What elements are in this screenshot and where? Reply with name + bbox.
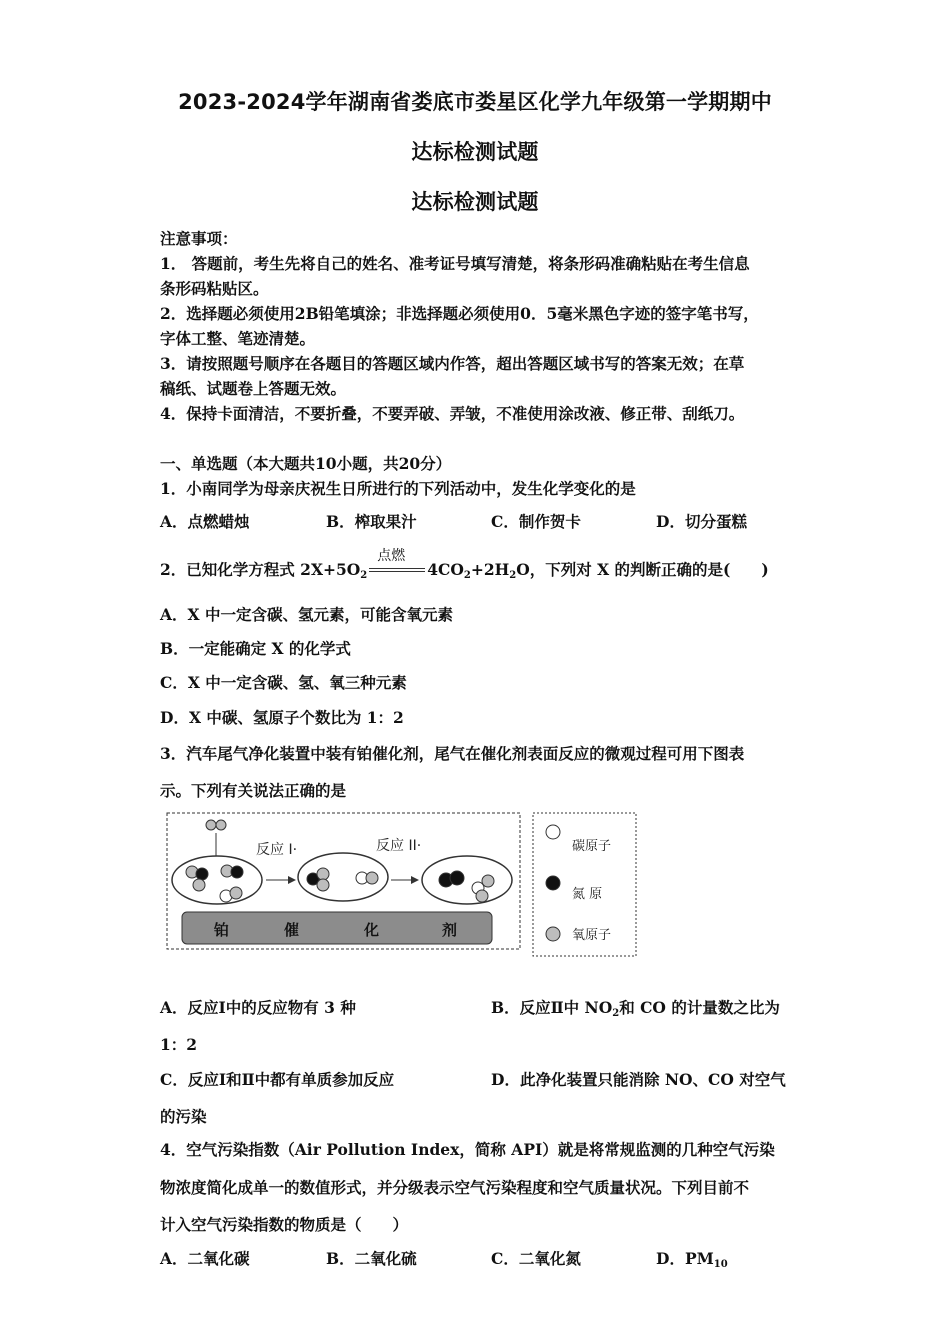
q4-option-b: B．二氧化硫: [326, 1249, 417, 1268]
q2-stem-h: +2H: [470, 560, 510, 579]
q3-stem-line1: 3．汽车尾气净化装置中装有铂催化剂，尾气在催化剂表面反应的微观过程可用下图表: [160, 744, 745, 763]
catalyst-char: 铂: [214, 921, 230, 939]
legend-carbon-atom: [546, 825, 560, 839]
catalyst-char: 催: [284, 921, 300, 939]
notice-item: 稿纸、试题卷上答题无效。: [160, 379, 347, 398]
atom-oxygen: [206, 820, 216, 830]
atom-nitrogen: [231, 866, 243, 878]
notice-item: 2．选择题必须使用2B铅笔填涂；非选择题必须使用0．5毫米黑色字迹的签字笔书写，: [160, 304, 759, 323]
q4-stem-line2: 物浓度简化成单一的数值形式，并分级表示空气污染程度和空气质量状况。下列目前不: [160, 1178, 750, 1197]
q3-option-a: A．反应Ⅰ中的反应物有 3 种: [160, 998, 356, 1017]
q3-option-d: D．此净化装置只能消除 NO、CO 对空气: [491, 1070, 786, 1089]
legend-carbon-label: 碳原子: [572, 839, 612, 854]
q4-option-d-sub: 10: [713, 1259, 728, 1270]
q3-stem-line2: 示。下列有关说法正确的是: [160, 781, 347, 800]
notice-item: 字体工整、笔迹清楚。: [160, 329, 316, 348]
legend-nitrogen-atom: [546, 876, 560, 890]
q4-stem-line3: 计入空气污染指数的物质是（ ）: [160, 1215, 409, 1234]
q3-option-b: [491, 996, 780, 1019]
q4-option-a: A．二氧化碳: [160, 1249, 250, 1268]
q3-option-b-sub: 2: [612, 1008, 620, 1019]
q2-option-d: D．X 中碳、氢原子个数比为 1：2: [160, 708, 404, 727]
q2-sub-o2: 2: [360, 570, 368, 581]
section-heading: 一、单选题（本大题共10小题，共20分）: [160, 454, 452, 473]
q2-stem: [160, 548, 800, 581]
notice-item: 1． 答题前，考生先将自己的姓名、准考证号填写清楚，将条形码准确粘贴在考生信息: [160, 254, 750, 273]
q4-option-d: [656, 1247, 728, 1270]
molecule-ellipse-1: [172, 856, 262, 904]
q2-stem-suffix: O，下列对 X 的判断正确的是( ): [516, 560, 769, 579]
atom-nitrogen: [196, 868, 208, 880]
q2-sub-h2: 2: [509, 570, 517, 581]
atom-oxygen: [366, 872, 378, 884]
condition-label: 点燃: [377, 548, 406, 564]
q2-stem-co: 4CO: [427, 560, 464, 579]
reaction-1-label: 反应 I·: [256, 842, 298, 858]
atom-oxygen: [230, 887, 242, 899]
q4-option-c: C．二氧化氮: [491, 1249, 581, 1268]
q2-stem-prefix: 2．已知化学方程式 2X+5O: [160, 560, 361, 579]
equal-line-top: [369, 568, 425, 569]
q3-option-b-continuation: 1：2: [160, 1035, 198, 1054]
q4-option-d-pre: D．PM: [656, 1249, 714, 1268]
q1-option-c: C．制作贺卡: [491, 512, 581, 531]
atom-oxygen: [193, 879, 205, 891]
notice-item: 3．请按照题号顺序在各题目的答题区域内作答，超出答题区域书写的答案无效；在草: [160, 354, 745, 373]
catalyst-char: 剂: [442, 921, 458, 939]
reaction-2-label: 反应 II·: [376, 838, 422, 854]
q1-option-b: B．榨取果汁: [326, 512, 417, 531]
legend-oxygen-label: 氧原子: [572, 928, 612, 943]
legend-oxygen-atom: [546, 927, 560, 941]
q4-stem-line1: 4．空气污染指数（Air Pollution Index，简称 API）就是将常规监测的几种空气污染: [160, 1140, 775, 1159]
doc-title-line1: 2023-2024学年湖南省娄底市娄星区化学九年级第一学期期中: [178, 90, 772, 114]
q2-option-a: A．X 中一定含碳、氢元素，可能含氧元素: [160, 605, 453, 624]
atom-oxygen: [482, 875, 494, 887]
atom-nitrogen: [450, 871, 464, 885]
q3-option-c: C．反应Ⅰ和Ⅱ中都有单质参加反应: [160, 1070, 395, 1089]
legend-nitrogen-label: 氮 原: [572, 887, 603, 902]
equal-line-bottom: [369, 571, 425, 572]
molecule-ellipse-3: [422, 856, 512, 904]
q1-option-d: D．切分蛋糕: [656, 512, 747, 531]
catalyst-char: 化: [364, 921, 380, 939]
q3-option-b-post: 和 CO 的计量数之比为: [619, 998, 780, 1017]
q1-option-a: A．点燃蜡烛: [160, 512, 250, 531]
q3-option-d-continuation: 的污染: [160, 1107, 207, 1126]
doc-title-line3: 达标检测试题: [411, 190, 539, 214]
catalyst-reaction-diagram: [166, 812, 638, 958]
reaction-condition: [369, 548, 425, 577]
atom-oxygen: [317, 868, 329, 880]
q2-option-c: C．X 中一定含碳、氢、氧三种元素: [160, 673, 407, 692]
atom-oxygen: [317, 879, 329, 891]
arrow-right-2-head: [411, 876, 419, 884]
notice-item: 4．保持卡面清洁，不要折叠，不要弄破、弄皱，不准使用涂改液、修正带、刮纸刀。: [160, 404, 745, 423]
q1-stem: 1．小南同学为母亲庆祝生日所进行的下列活动中，发生化学变化的是: [160, 479, 636, 498]
notice-heading: 注意事项：: [160, 229, 238, 248]
q2-option-b: B．一定能确定 X 的化学式: [160, 639, 351, 658]
q3-option-b-pre: B．反应Ⅱ中 NO: [491, 998, 613, 1017]
q2-sub-co2: 2: [463, 570, 471, 581]
doc-title-line2: 达标检测试题: [411, 140, 539, 164]
atom-oxygen: [476, 890, 488, 902]
notice-item: 条形码粘贴区。: [160, 279, 269, 298]
atom-oxygen: [216, 820, 226, 830]
arrow-right-1-head: [288, 876, 296, 884]
